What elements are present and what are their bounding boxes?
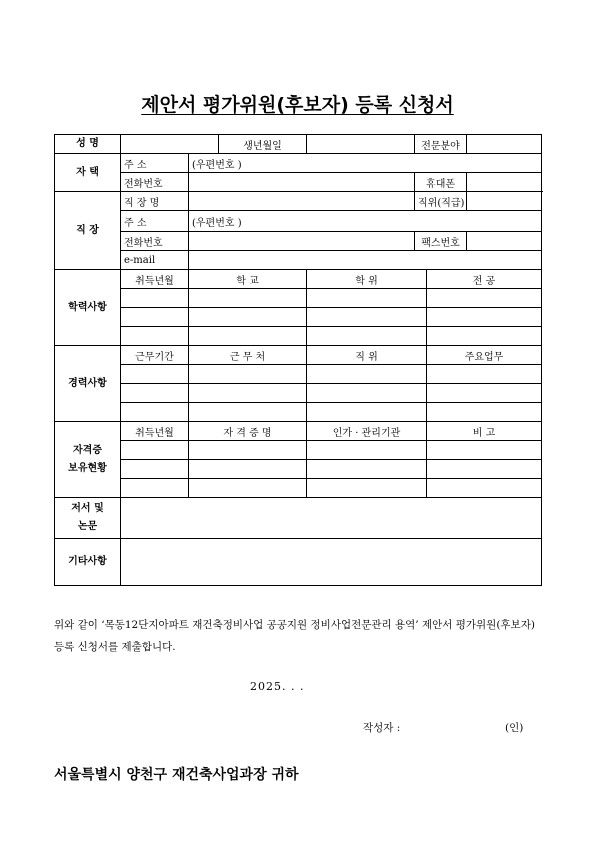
- home-address-field[interactable]: (우편번호 ): [189, 154, 542, 173]
- birth-label: 생년월일: [219, 135, 307, 154]
- work-phone-field[interactable]: [189, 232, 415, 251]
- work-email-field[interactable]: [189, 251, 542, 270]
- career-row[interactable]: [55, 403, 542, 422]
- addressee: 서울특별시 양천구 재건축사업과장 귀하: [54, 767, 299, 783]
- work-company-label: 직 장 명: [121, 192, 189, 211]
- license-section-label: [55, 422, 121, 498]
- career-header: 근무기간: [121, 346, 189, 365]
- education-header: 전 공: [427, 270, 542, 289]
- license-header: 취득년월: [121, 422, 189, 441]
- home-mobile-label: 휴대폰: [415, 173, 467, 192]
- declaration-text: 위와 같이 ‘목동12단지아파트 재건축정비사업 공공지원 정비사업전문관리 용역’ 제안서 평가위원(후보자) 등록 신청서를 제출합니다.: [54, 619, 535, 653]
- name-label: 성 명: [55, 135, 121, 154]
- license-row[interactable]: [55, 441, 542, 460]
- application-form-table: [54, 134, 542, 586]
- birth-field[interactable]: [307, 135, 415, 154]
- education-header: 취득년월: [121, 270, 189, 289]
- career-header: 근 무 처: [189, 346, 307, 365]
- license-header: 인가 · 관리기관: [307, 422, 427, 441]
- education-row[interactable]: [55, 327, 542, 346]
- license-section-line1: 자격증: [73, 444, 102, 456]
- publications-line2: 논문: [77, 521, 98, 532]
- name-field[interactable]: [121, 135, 219, 154]
- home-phone-label: 전화번호: [121, 173, 189, 192]
- education-section-label: 학력사항: [55, 270, 121, 346]
- other-field[interactable]: [121, 539, 542, 586]
- license-header: 자 격 증 명: [189, 422, 307, 441]
- career-section-label: 경력사항: [55, 346, 121, 422]
- work-position-label: 직위(직급): [415, 192, 467, 211]
- seal-label: (인): [505, 722, 524, 734]
- education-row[interactable]: [55, 308, 542, 327]
- work-address-label: 주 소: [121, 211, 189, 232]
- work-position-field[interactable]: [467, 192, 542, 211]
- license-row[interactable]: [55, 460, 542, 479]
- work-company-field[interactable]: [189, 192, 415, 211]
- form-title: 제안서 평가위원(후보자) 등록 신청서: [141, 94, 454, 116]
- work-address-field[interactable]: (우편번호 ): [189, 211, 542, 232]
- author-label: 작성자 :: [363, 722, 401, 734]
- career-header: 직 위: [307, 346, 427, 365]
- publications-line1: 저서 및: [71, 503, 104, 514]
- career-header: 주요업무: [427, 346, 542, 365]
- education-row[interactable]: [55, 289, 542, 308]
- field-field[interactable]: [467, 135, 542, 154]
- work-section-label: 직 장: [55, 192, 121, 270]
- home-address-label: 주 소: [121, 154, 189, 173]
- home-phone-field[interactable]: [189, 173, 415, 192]
- home-mobile-field[interactable]: [467, 173, 542, 192]
- license-row[interactable]: [55, 479, 542, 498]
- work-fax-label: 팩스번호: [415, 232, 467, 251]
- career-row[interactable]: [55, 365, 542, 384]
- work-email-label: e-mail: [121, 251, 189, 270]
- publications-section-label: [55, 498, 121, 539]
- other-section-label: 기타사항: [55, 539, 121, 586]
- career-row[interactable]: [55, 384, 542, 403]
- education-header: 학 위: [307, 270, 427, 289]
- submission-date[interactable]: 2025. . .: [250, 680, 305, 693]
- work-phone-label: 전화번호: [121, 232, 189, 251]
- license-header: 비 고: [427, 422, 542, 441]
- work-fax-field[interactable]: [467, 232, 542, 251]
- education-header: 학 교: [189, 270, 307, 289]
- license-section-line2: 보유현황: [68, 462, 107, 474]
- field-label: 전문분야: [415, 135, 467, 154]
- publications-field[interactable]: [121, 498, 542, 539]
- home-section-label: 자 택: [55, 154, 121, 192]
